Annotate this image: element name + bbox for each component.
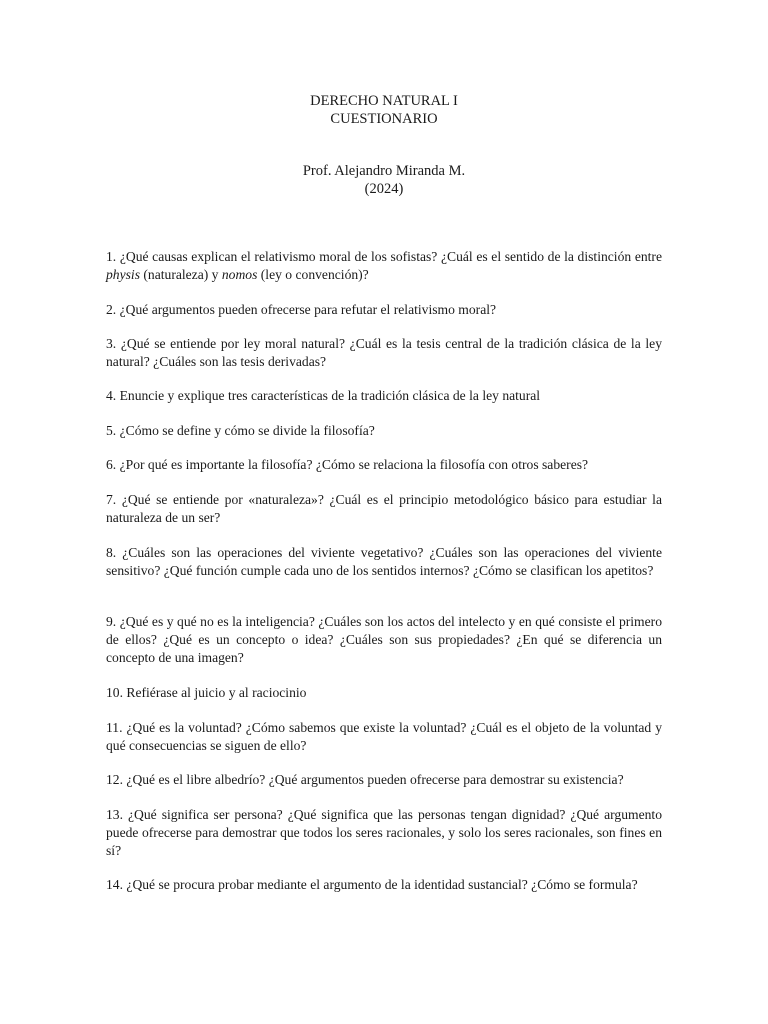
question-text: ¿Qué se entiende por ley moral natural? ¿Cuál es la tesis central de la tradición clásica de la ley natural? ¿Cuáles son las tesis derivadas? — [106, 336, 662, 369]
question-8 — [106, 544, 662, 580]
question-number: 3. — [106, 336, 117, 351]
question-10 — [106, 684, 662, 702]
question-text: ¿Qué es el libre albedrío? ¿Qué argumentos pueden ofrecerse para demostrar su existencia? — [126, 772, 624, 787]
question-number: 6. — [106, 457, 117, 472]
question-number: 11. — [106, 720, 123, 735]
question-text: Enuncie y explique tres características de la tradición clásica de la ley natural — [119, 388, 541, 403]
author-block — [0, 162, 768, 198]
question-13 — [106, 806, 662, 860]
question-9 — [106, 613, 662, 667]
document-title — [0, 92, 768, 128]
question-text: ¿Qué argumentos pueden ofrecerse para refutar el relativismo moral? — [119, 302, 497, 317]
question-3 — [106, 335, 662, 371]
question-text: ¿Qué se entiende por «naturaleza»? ¿Cuál es el principio metodológico básico para estudiar la naturaleza de un ser? — [106, 492, 662, 525]
question-6 — [106, 456, 662, 474]
question-text: Refiérase al juicio y al raciocinio — [126, 685, 307, 700]
question-1 — [106, 248, 662, 284]
title-line-1: DERECHO NATURAL I — [310, 93, 458, 109]
question-number: 10. — [106, 685, 123, 700]
question-number: 4. — [106, 388, 117, 403]
term-physis: physis — [106, 267, 140, 282]
question-number: 7. — [106, 492, 117, 507]
question-text: ¿Qué significa ser persona? ¿Qué significa que las personas tengan dignidad? ¿Qué argumento puede ofrecerse para demostrar que todos los seres racionales, y solo los seres racionales, son fines en sí? — [106, 807, 662, 858]
question-11 — [106, 719, 662, 755]
professor-name: Prof. Alejandro Miranda M. — [302, 163, 466, 179]
question-text: ¿Qué se procura probar mediante el argumento de la identidad sustancial? ¿Cómo se formula? — [126, 877, 638, 892]
question-text: (ley o convención)? — [257, 267, 369, 282]
question-text: ¿Cómo se define y cómo se divide la filosofía? — [119, 423, 375, 438]
question-text: ¿Qué causas explican el relativismo moral de los sofistas? ¿Cuál es el sentido de la distinción entre — [119, 249, 662, 264]
question-number: 8. — [106, 545, 117, 560]
year: (2024) — [364, 181, 404, 197]
title-line-2: CUESTIONARIO — [330, 111, 438, 127]
question-text: ¿Por qué es importante la filosofía? ¿Cómo se relaciona la filosofía con otros saberes? — [119, 457, 589, 472]
question-4 — [106, 387, 662, 405]
question-text: (naturaleza) y — [139, 267, 222, 282]
term-nomos: nomos — [221, 267, 258, 282]
question-text: ¿Qué es la voluntad? ¿Cómo sabemos que existe la voluntad? ¿Cuál es el objeto de la voluntad y qué consecuencias se siguen de ello? — [106, 720, 662, 753]
question-12 — [106, 771, 662, 789]
question-5 — [106, 422, 662, 440]
question-14 — [106, 876, 662, 894]
question-number: 14. — [106, 877, 123, 892]
question-2 — [106, 301, 662, 319]
question-number: 9. — [106, 614, 117, 629]
question-number: 2. — [106, 302, 117, 317]
question-text: ¿Qué es y qué no es la inteligencia? ¿Cuáles son los actos del intelecto y en qué consiste el primero de ellos? ¿Qué es un concepto o idea? ¿Cuáles son sus propiedades? ¿En qué se diferencia un concepto de una imagen? — [106, 614, 662, 665]
question-number: 1. — [106, 249, 117, 264]
question-number: 13. — [106, 807, 123, 822]
question-number: 5. — [106, 423, 117, 438]
question-7 — [106, 491, 662, 527]
question-number: 12. — [106, 772, 123, 787]
question-text: ¿Cuáles son las operaciones del viviente vegetativo? ¿Cuáles son las operaciones del viviente sensitivo? ¿Qué función cumple cada uno de los sentidos internos? ¿Cómo se clasifican los apetitos? — [106, 545, 662, 578]
